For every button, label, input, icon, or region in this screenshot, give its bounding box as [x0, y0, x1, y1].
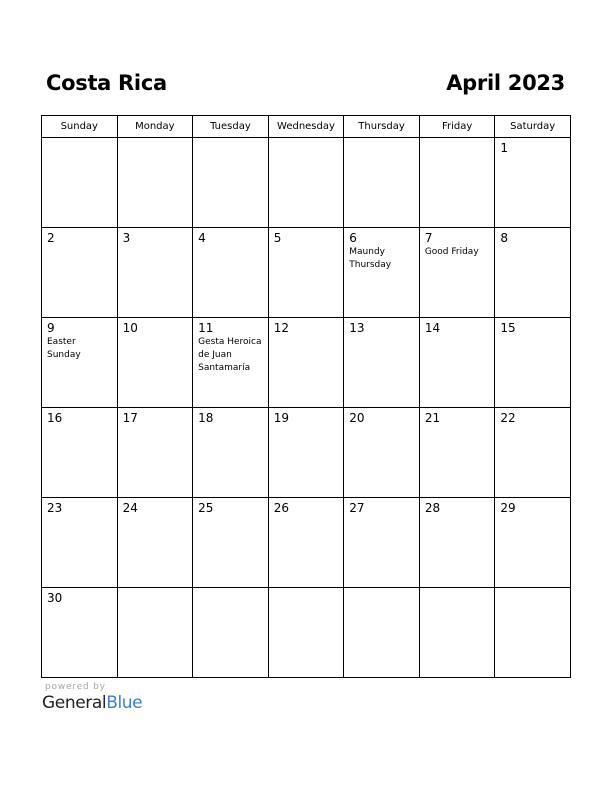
day-number: 22 [500, 411, 516, 425]
day-number: 19 [273, 411, 289, 425]
day-cell [344, 588, 420, 678]
day-number: 1 [500, 141, 509, 155]
weekday-tuesday: Tuesday [193, 116, 269, 138]
day-cell [495, 138, 571, 228]
day-cell [42, 408, 118, 498]
day-number: 13 [349, 321, 365, 335]
day-number: 15 [500, 321, 516, 335]
generalblue-logo[interactable] [42, 693, 142, 713]
day-cell [117, 318, 193, 408]
day-number: 25 [198, 501, 214, 515]
day-cell [344, 318, 420, 408]
day-cell [419, 228, 495, 318]
day-number: 10 [122, 321, 138, 335]
country-title: Costa Rica [46, 71, 167, 95]
day-cell [117, 228, 193, 318]
holiday-label: Maundy Thursday [349, 247, 392, 270]
day-cell [344, 138, 420, 228]
day-cell [268, 228, 344, 318]
day-cell [268, 138, 344, 228]
day-number: 11 [198, 321, 214, 335]
day-number: 14 [424, 321, 441, 335]
day-number: 7 [424, 231, 433, 245]
day-number: 2 [47, 231, 55, 245]
day-number: 28 [424, 501, 441, 515]
day-number: 8 [500, 231, 509, 245]
day-number: 23 [47, 501, 63, 515]
day-cell [268, 318, 344, 408]
day-cell [495, 588, 571, 678]
powered-by-label: powered by [45, 682, 106, 692]
footer-branding[interactable] [42, 682, 142, 713]
brand-general-text: General [42, 693, 107, 713]
brand-blue-text: Blue [106, 693, 143, 713]
day-cell [419, 498, 495, 588]
month-year-title: April 2023 [446, 71, 565, 95]
day-number: 5 [273, 231, 282, 245]
day-cell [42, 138, 118, 228]
weekday-wednesday: Wednesday [268, 116, 344, 138]
weekday-header-row [42, 116, 571, 138]
calendar-grid [41, 115, 571, 678]
week-row [42, 588, 571, 678]
weekday-thursday: Thursday [344, 116, 420, 138]
weekday-saturday: Saturday [495, 116, 571, 138]
day-number: 18 [198, 411, 214, 425]
day-cell [495, 408, 571, 498]
day-number: 4 [198, 231, 206, 245]
day-number: 30 [47, 591, 63, 605]
day-cell [117, 138, 193, 228]
day-number: 21 [424, 411, 441, 425]
day-number: 17 [122, 411, 138, 425]
day-cell [419, 408, 495, 498]
day-number: 12 [273, 321, 289, 335]
day-cell [419, 588, 495, 678]
day-cell [117, 588, 193, 678]
weekday-friday: Friday [419, 116, 495, 138]
day-cell [419, 138, 495, 228]
day-cell [193, 228, 269, 318]
day-cell [495, 228, 571, 318]
day-cell [193, 588, 269, 678]
week-row [42, 498, 571, 588]
weekday-monday: Monday [117, 116, 193, 138]
day-cell [42, 318, 118, 408]
weekday-sunday: Sunday [42, 116, 118, 138]
holiday-label: Gesta Heroica de Juan Santamaría [198, 337, 262, 373]
day-cell [117, 498, 193, 588]
day-cell [495, 318, 571, 408]
day-cell [193, 138, 269, 228]
day-cell [344, 408, 420, 498]
week-row [42, 318, 571, 408]
day-cell [193, 318, 269, 408]
day-number: 24 [122, 501, 138, 515]
day-number: 9 [47, 321, 55, 335]
day-number: 29 [500, 501, 516, 515]
day-number: 16 [47, 411, 63, 425]
week-row [42, 408, 571, 498]
day-number: 6 [349, 231, 357, 245]
day-cell [193, 498, 269, 588]
day-cell [42, 228, 118, 318]
day-cell [344, 228, 420, 318]
day-cell [419, 318, 495, 408]
day-number: 26 [273, 501, 289, 515]
day-cell [495, 498, 571, 588]
week-row [42, 138, 571, 228]
day-number: 27 [349, 501, 365, 515]
day-number: 3 [122, 231, 131, 245]
day-cell [268, 588, 344, 678]
day-number: 20 [349, 411, 365, 425]
day-cell [268, 498, 344, 588]
day-cell [193, 408, 269, 498]
holiday-label: Good Friday [424, 247, 479, 257]
day-cell [42, 588, 118, 678]
day-cell [344, 498, 420, 588]
holiday-label: Easter Sunday [47, 337, 81, 360]
day-cell [117, 408, 193, 498]
day-cell [268, 408, 344, 498]
day-cell [42, 498, 118, 588]
week-row [42, 228, 571, 318]
